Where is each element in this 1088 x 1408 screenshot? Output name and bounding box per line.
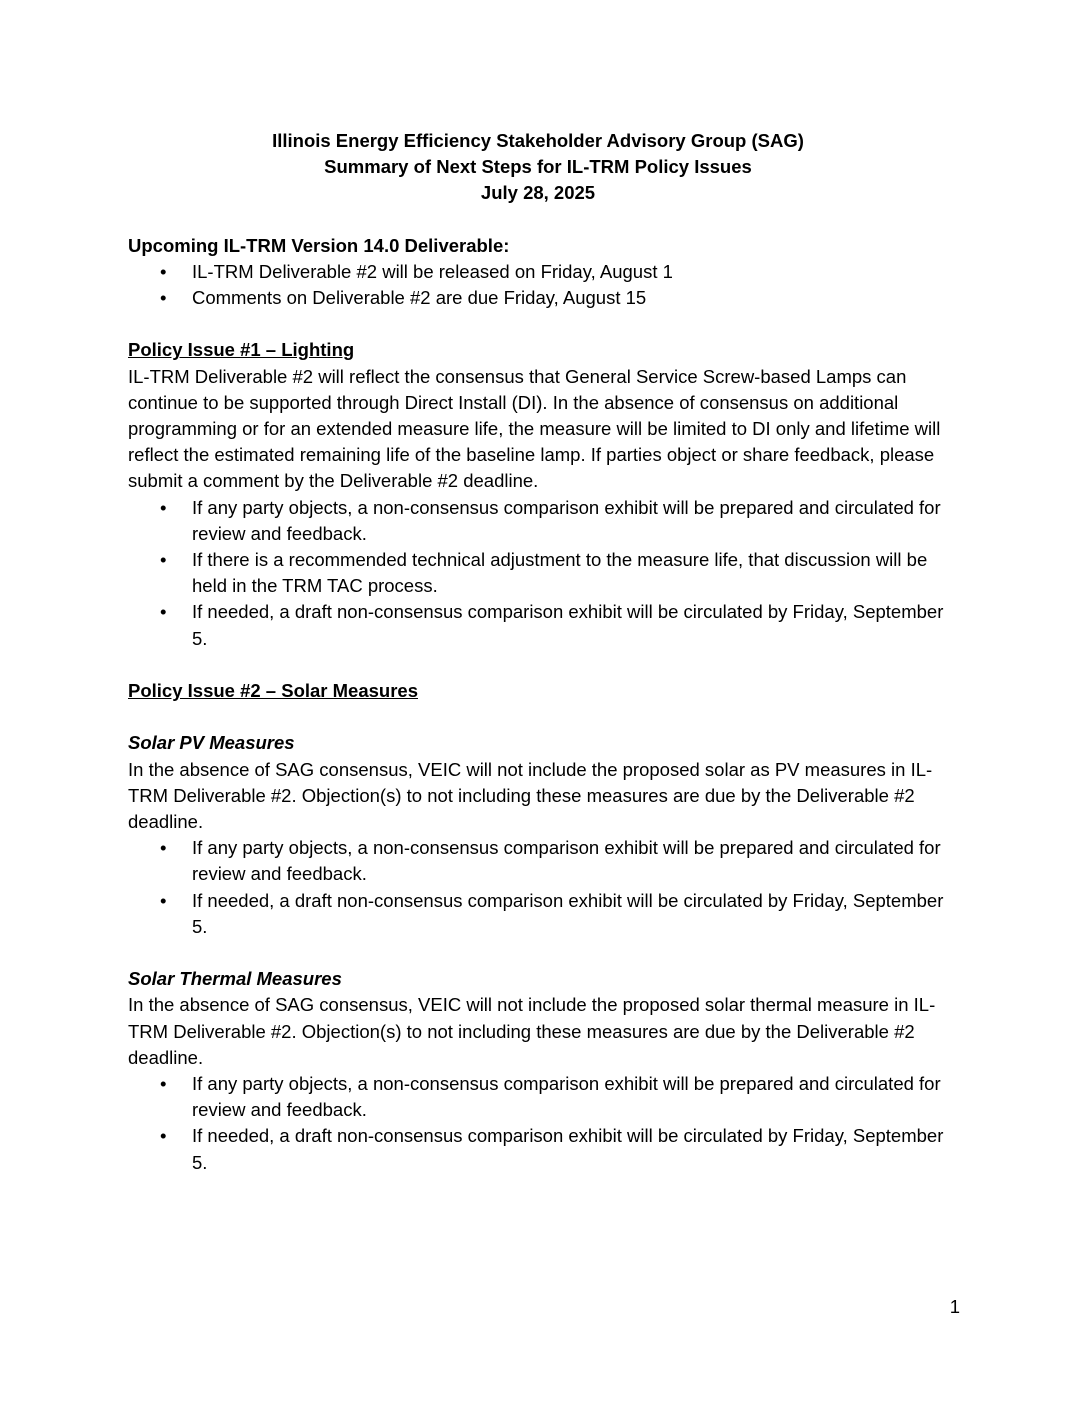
section-heading: Policy Issue #1 – Lighting	[128, 339, 355, 361]
bullet-list	[128, 1071, 958, 1176]
header-date: July 28, 2025	[480, 182, 596, 204]
bullet-icon: •	[160, 287, 167, 309]
list-item: • If any party objects, a non-consensus comparison exhibit will be prepared and circulated for review and feedback.	[160, 1073, 941, 1121]
header-title: Illinois Energy Efficiency Stakeholder Advisory Group (SAG)	[272, 130, 804, 151]
section-heading: Upcoming IL-TRM Version 14.0 Deliverable:	[128, 234, 510, 256]
list-item: • IL-TRM Deliverable #2 will be released on Friday, August 1	[128, 259, 958, 285]
bullet-icon: •	[160, 260, 167, 282]
bullet-icon: •	[160, 1125, 167, 1147]
bullet-icon: •	[160, 601, 167, 623]
bullet-icon: •	[160, 889, 167, 911]
subsection-solar-thermal	[128, 966, 958, 1176]
list-item: • If any party objects, a non-consensus comparison exhibit will be prepared and circulated for review and feedback.	[160, 496, 941, 544]
section-upcoming	[128, 233, 958, 312]
bullet-list	[128, 495, 958, 652]
bullet-icon: •	[160, 549, 167, 571]
page-number: 1	[949, 1296, 960, 1317]
subsection-solar-pv	[128, 730, 958, 940]
list-item: • If needed, a draft non-consensus comparison exhibit will be circulated by Friday, September 5.	[160, 601, 944, 649]
section-policy-issue-2	[128, 678, 958, 1176]
list-item: • Comments on Deliverable #2 are due Friday, August 15	[128, 285, 958, 311]
bullet-list	[128, 835, 958, 940]
list-item: • If any party objects, a non-consensus comparison exhibit will be prepared and circulated for review and feedback.	[160, 837, 941, 885]
section-heading: Policy Issue #2 – Solar Measures	[128, 680, 418, 702]
bullet-icon: •	[160, 496, 167, 518]
list-item: • If needed, a draft non-consensus comparison exhibit will be circulated by Friday, September 5.	[160, 889, 944, 937]
subsection-heading: Solar PV Measures	[128, 732, 295, 754]
list-item: • If needed, a draft non-consensus comparison exhibit will be circulated by Friday, September 5.	[160, 1125, 944, 1173]
header-subtitle: Summary of Next Steps for IL-TRM Policy Issues	[324, 156, 752, 178]
bullet-icon: •	[160, 1073, 167, 1095]
paragraph: In the absence of SAG consensus, VEIC will not include the proposed solar thermal measure in IL-TRM Deliverable #2. Objection(s) to not including these measures are due by the Deliverable #2 deadline.	[128, 994, 936, 1068]
paragraph: IL-TRM Deliverable #2 will reflect the consensus that General Service Screw-based Lamps can continue to be supported through Direct Install (DI). In the absence of consensus on additional programming or for an extended measure life, the measure will be limited to DI only and lifetime will reflect the estimated remaining life of the baseline lamp. If parties object or share feedback, please submit a comment by the Deliverable #2 deadline.	[128, 365, 941, 492]
document-header	[118, 128, 958, 207]
document-page	[128, 128, 958, 1176]
bullet-list	[128, 259, 958, 311]
paragraph: In the absence of SAG consensus, VEIC will not include the proposed solar as PV measures in IL-TRM Deliverable #2. Objection(s) to not including these measures are due by the Deliverable #2 deadline.	[128, 758, 933, 833]
section-policy-issue-1	[128, 337, 958, 651]
bullet-icon: •	[160, 837, 167, 859]
subsection-heading: Solar Thermal Measures	[128, 968, 342, 990]
list-item: • If there is a recommended technical adjustment to the measure life, that discussion will be held in the TRM TAC process.	[160, 549, 928, 597]
